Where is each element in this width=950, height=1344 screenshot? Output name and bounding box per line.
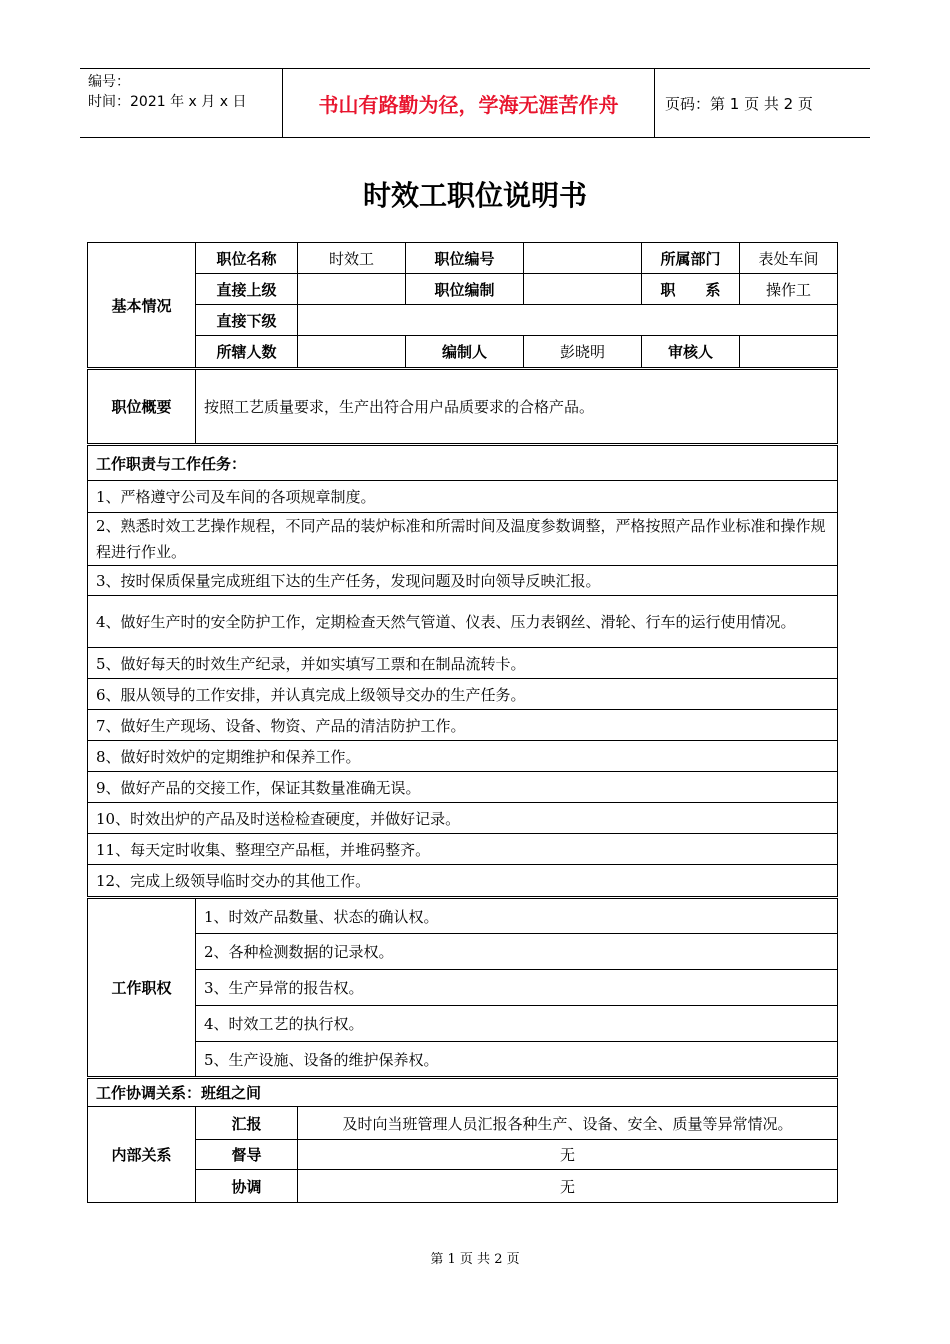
pos-name-value: 时效工 [298,243,406,274]
authority-item: 1、时效产品数量、状态的确认权。 [196,898,838,934]
superior-label: 直接上级 [196,274,298,305]
summary-text: 按照工艺质量要求，生产出符合用户品质要求的合格产品。 [196,369,838,445]
relations-label: 内部关系 [88,1107,196,1203]
relation-type: 协调 [196,1170,298,1203]
page-title: 时效工职位说明书 [362,179,587,212]
duty-item: 3、按时保质保量完成班组下达的生产任务，发现问题及时向领导反映汇报。 [88,566,838,596]
relation-type: 汇报 [196,1107,298,1140]
job-description-table [87,242,838,1203]
duty-item: 12、完成上级领导临时交办的其他工作。 [88,865,838,898]
dept-value: 表处车间 [740,243,838,274]
pos-name-label: 职位名称 [196,243,298,274]
author-value: 彭晓明 [524,336,642,369]
relation-text: 及时向当班管理人员汇报各种生产、设备、安全、质量等异常情况。 [298,1107,838,1140]
authority-item: 5、生产设施、设备的维护保养权。 [196,1042,838,1078]
subordinate-label: 直接下级 [196,305,298,336]
page-footer: 第 1 页 共 2 页 [430,1252,520,1267]
relations-heading: 工作协调关系：班组之间 [88,1078,838,1107]
relation-type: 督导 [196,1140,298,1170]
basic-section-label: 基本情况 [88,243,196,369]
relation-text: 无 [298,1140,838,1170]
reviewer-label: 审核人 [642,336,740,369]
staffing-label: 职位编制 [406,274,524,305]
headcount-value [298,336,406,369]
series-value: 操作工 [740,274,838,305]
duty-item: 2、熟悉时效工艺操作规程，不同产品的装炉标准和所需时间及温度参数调整，严格按照产品作业标准和操作规程进行作业。 [88,513,838,566]
duty-item: 5、做好每天的时效生产纪录，并如实填写工票和在制品流转卡。 [88,648,838,679]
time-label: 时间：2021 年 x 月 x 日 [88,94,247,110]
relation-text: 无 [298,1170,838,1203]
staffing-value [524,274,642,305]
reviewer-value [740,336,838,369]
series-label: 职 系 [642,274,740,305]
duty-item: 6、服从领导的工作安排，并认真完成上级领导交办的生产任务。 [88,679,838,710]
duty-item: 9、做好产品的交接工作，保证其数量准确无误。 [88,772,838,803]
pos-no-label: 职位编号 [406,243,524,274]
superior-value [298,274,406,305]
authority-item: 2、各种检测数据的记录权。 [196,934,838,970]
headcount-label: 所辖人数 [196,336,298,369]
subordinate-value [298,305,838,336]
header-meta [80,69,282,137]
duty-item: 4、做好生产时的安全防护工作，定期检查天然气管道、仪表、压力表钢丝、滑轮、行车的运行使用情况。 [88,596,838,648]
authority-label: 工作职权 [88,898,196,1078]
duty-item: 1、严格遵守公司及车间的各项规章制度。 [88,481,838,513]
duty-item: 8、做好时效炉的定期维护和保养工作。 [88,741,838,772]
pos-no-value [524,243,642,274]
document-header [80,68,870,138]
author-label: 编制人 [406,336,524,369]
header-motto: 书山有路勤为径，学海无涯苦作舟 [282,69,655,137]
header-page-info: 页码：第 1 页 共 2 页 [665,94,813,113]
authority-item: 3、生产异常的报告权。 [196,970,838,1006]
summary-label: 职位概要 [88,369,196,445]
authority-item: 4、时效工艺的执行权。 [196,1006,838,1042]
number-label: 编号： [88,74,130,90]
duty-item: 11、每天定时收集、整理空产品框，并堆码整齐。 [88,834,838,865]
duty-item: 7、做好生产现场、设备、物资、产品的清洁防护工作。 [88,710,838,741]
dept-label: 所属部门 [642,243,740,274]
duties-heading: 工作职责与工作任务： [88,445,838,481]
duty-item: 10、时效出炉的产品及时送检检查硬度，并做好记录。 [88,803,838,834]
